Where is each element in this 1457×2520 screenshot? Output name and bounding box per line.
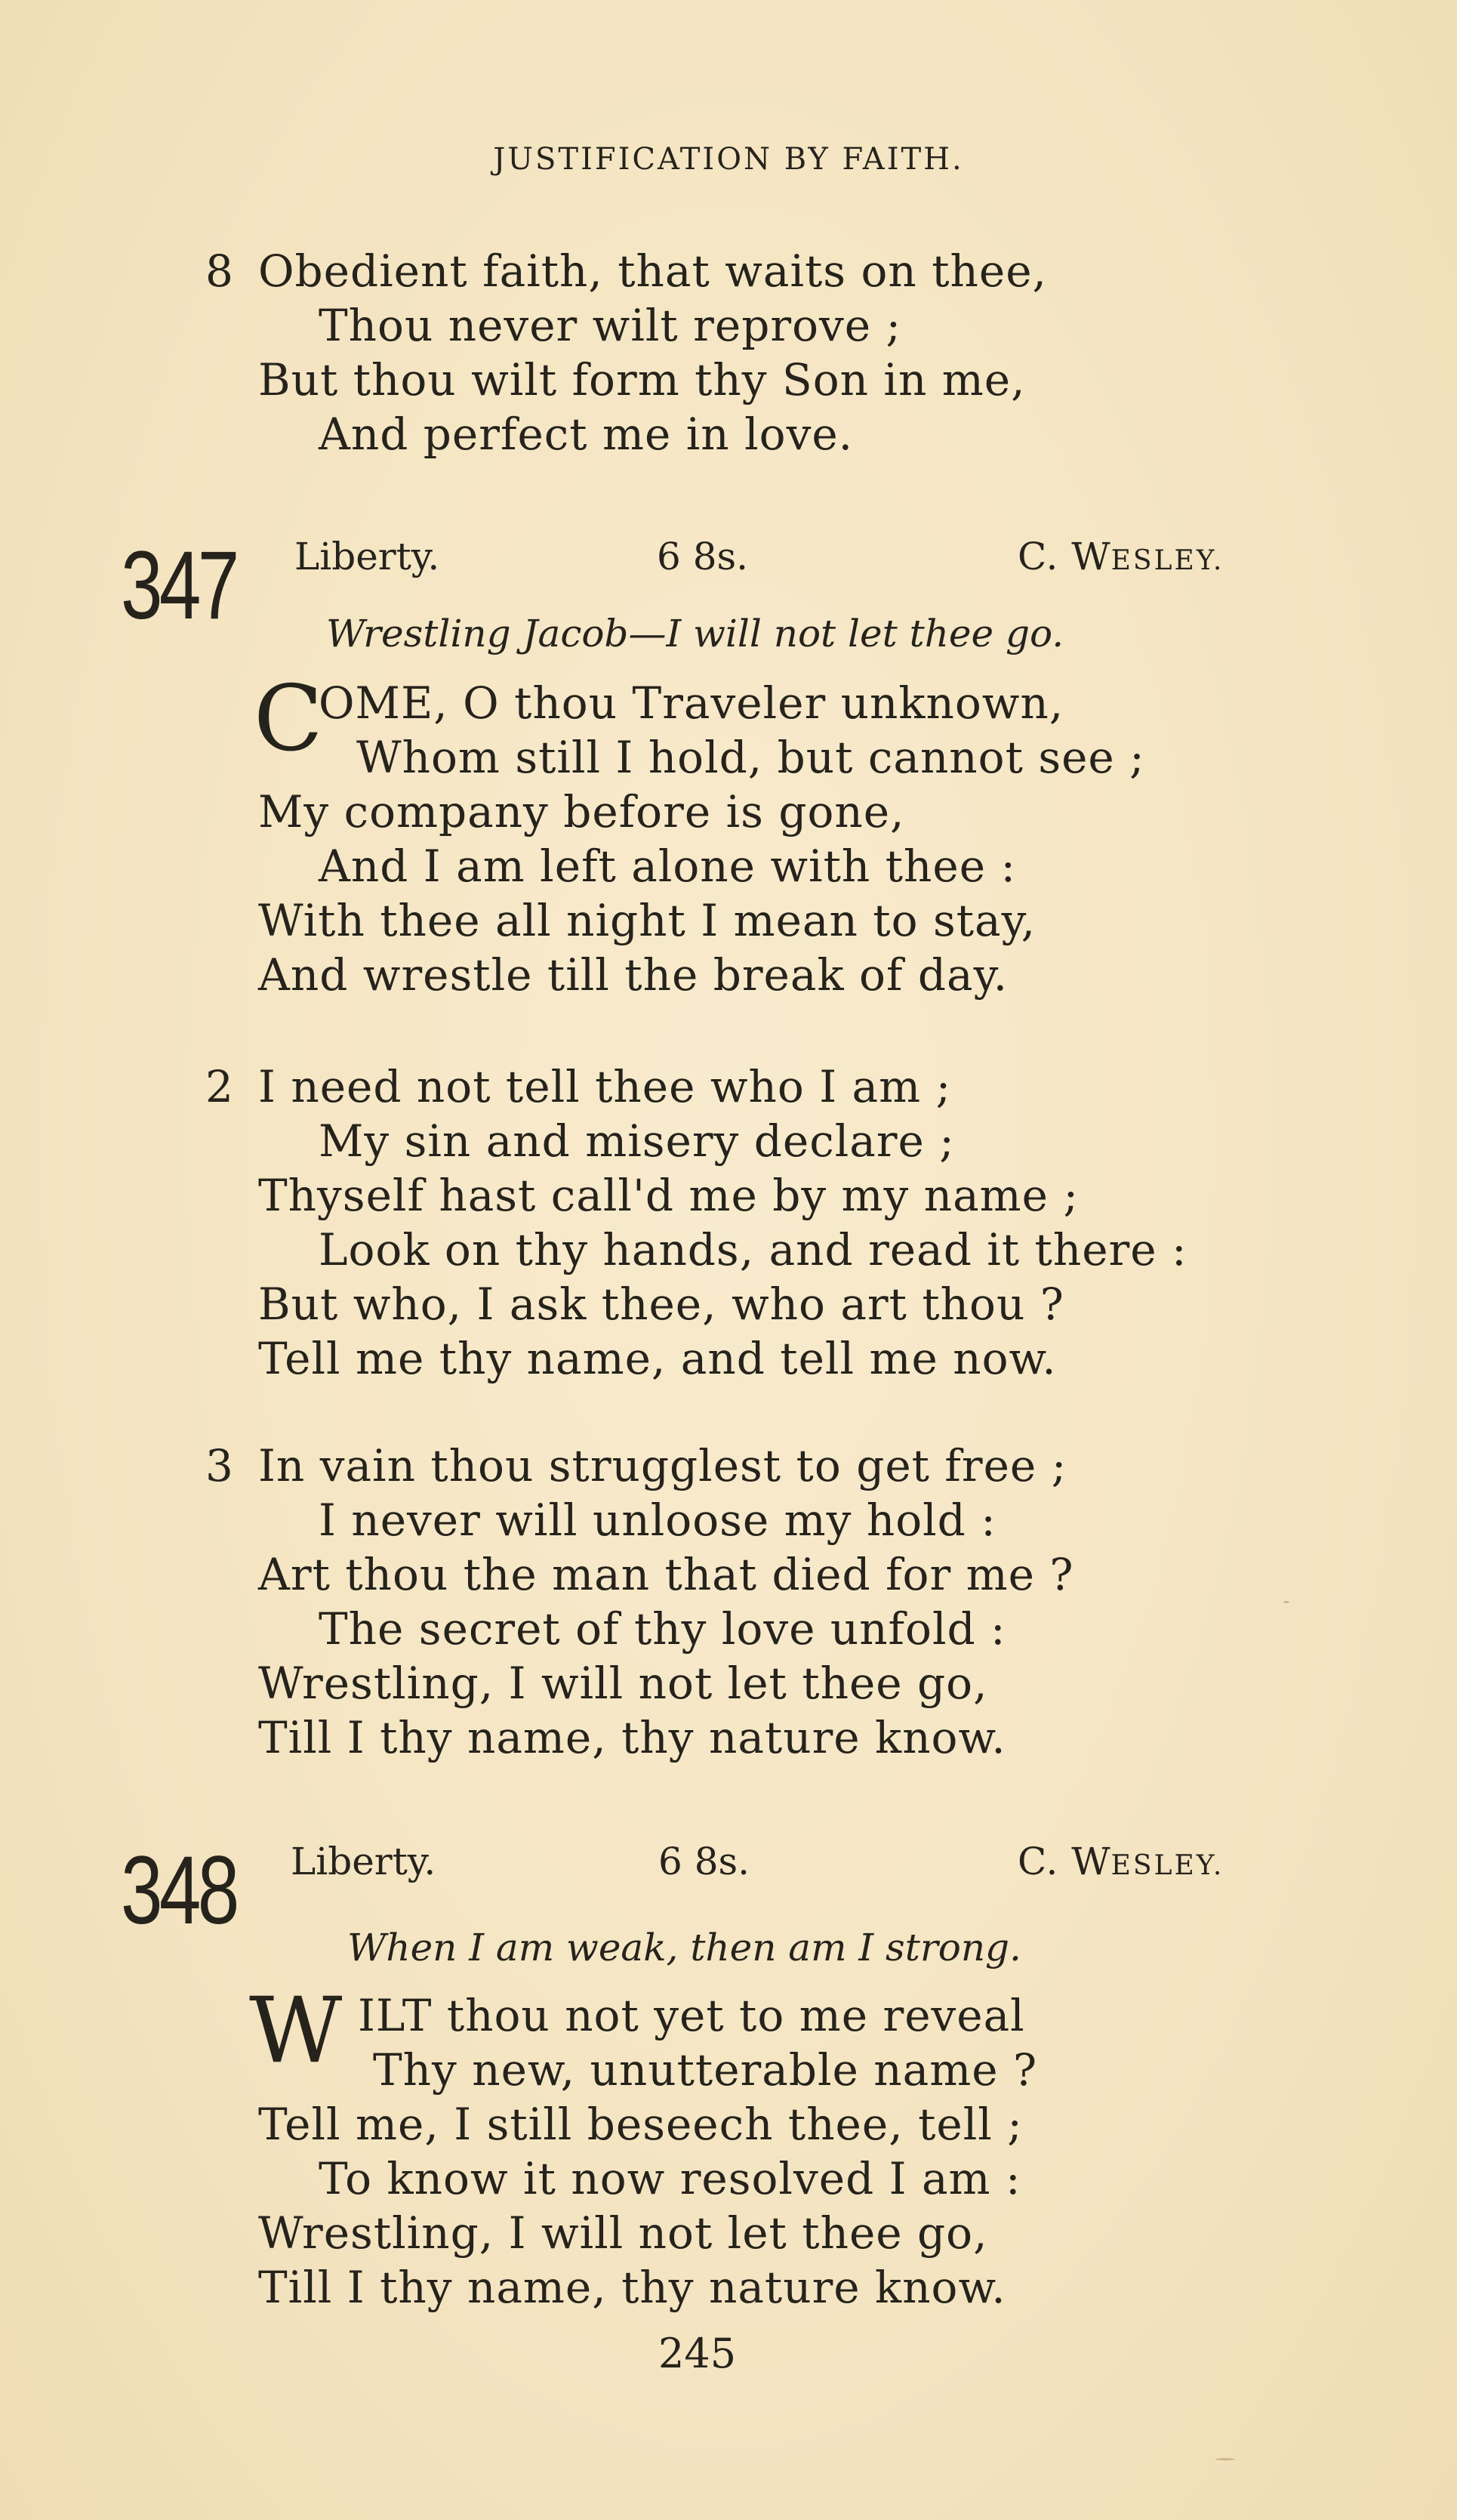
author-initial: C. W <box>1018 1840 1111 1883</box>
author-surname: ESLEY. <box>1110 1850 1224 1881</box>
author-initial: C. W <box>1018 535 1111 578</box>
verse-line: Till I thy name, thy nature know. <box>258 2262 1006 2313</box>
verse-line: OME, O thou Traveler unknown, <box>319 677 1064 729</box>
stanza-number: 2 <box>205 1061 233 1112</box>
verse-line: And wrestle till the break of day. <box>258 949 1009 1001</box>
verse-line: Look on thy hands, and read it there : <box>319 1224 1187 1275</box>
stanza-number: 3 <box>205 1440 233 1491</box>
running-header: JUSTIFICATION BY FAITH. <box>493 142 964 177</box>
paper-speck <box>1215 2458 1235 2460</box>
verse-line: ILT thou not yet to me reveal <box>358 1990 1025 2041</box>
verse-line: Tell me thy name, and tell me now. <box>258 1333 1057 1384</box>
verse-line: Till I thy name, thy nature know. <box>258 1712 1006 1763</box>
drop-cap: C <box>254 667 323 772</box>
verse-line: Obedient faith, that waits on thee, <box>258 245 1047 297</box>
meter: 6 8s. <box>658 1840 750 1883</box>
verse-line: My company before is gone, <box>258 786 905 837</box>
tune-name: Liberty. <box>291 1840 436 1883</box>
verse-line: Thyself hast call'd me by my name ; <box>258 1170 1079 1221</box>
author <box>1018 1840 1224 1883</box>
hymn-number-347: 347 <box>121 532 236 640</box>
verse-line: And I am left alone with thee : <box>319 841 1016 892</box>
verse-line: I need not tell thee who I am ; <box>258 1061 952 1112</box>
verse-line: In vain thou strugglest to get free ; <box>258 1440 1067 1491</box>
drop-cap: W <box>249 1979 343 2084</box>
verse-line: With thee all night I mean to stay, <box>258 895 1037 946</box>
verse-line: Wrestling, I will not let thee go, <box>258 1658 988 1709</box>
meter: 6 8s. <box>657 535 749 578</box>
author <box>1018 535 1224 578</box>
verse-line: I never will unloose my hold : <box>319 1494 996 1546</box>
tune-name: Liberty. <box>294 535 440 578</box>
paper-speck <box>1283 1601 1289 1603</box>
stanza-number: 8 <box>205 245 233 297</box>
verse-line: To know it now resolved I am : <box>319 2153 1021 2204</box>
verse-line: But who, I ask thee, who art thou ? <box>258 1279 1064 1330</box>
hymn-subtitle: Wrestling Jacob—I will not let thee go. <box>326 612 1064 655</box>
verse-line: Wrestling, I will not let thee go, <box>258 2207 988 2259</box>
verse-line: Tell me, I still beseech thee, tell ; <box>258 2099 1023 2150</box>
hymn-number-348: 348 <box>121 1837 236 1945</box>
page-number: 245 <box>658 2330 737 2377</box>
verse-line: The secret of thy love unfold : <box>319 1603 1006 1655</box>
verse-line: Whom still I hold, but cannot see ; <box>356 732 1145 783</box>
verse-line: Thou never wilt reprove ; <box>319 300 902 351</box>
verse-line: But thou wilt form thy Son in me, <box>258 354 1026 406</box>
author-surname: ESLEY. <box>1110 545 1224 576</box>
verse-line: And perfect me in love. <box>319 409 854 460</box>
verse-line: Thy new, unutterable name ? <box>373 2044 1038 2096</box>
verse-line: Art thou the man that died for me ? <box>258 1549 1074 1600</box>
verse-line: My sin and misery declare ; <box>319 1115 955 1167</box>
hymn-subtitle: When I am weak, then am I strong. <box>347 1926 1021 1969</box>
